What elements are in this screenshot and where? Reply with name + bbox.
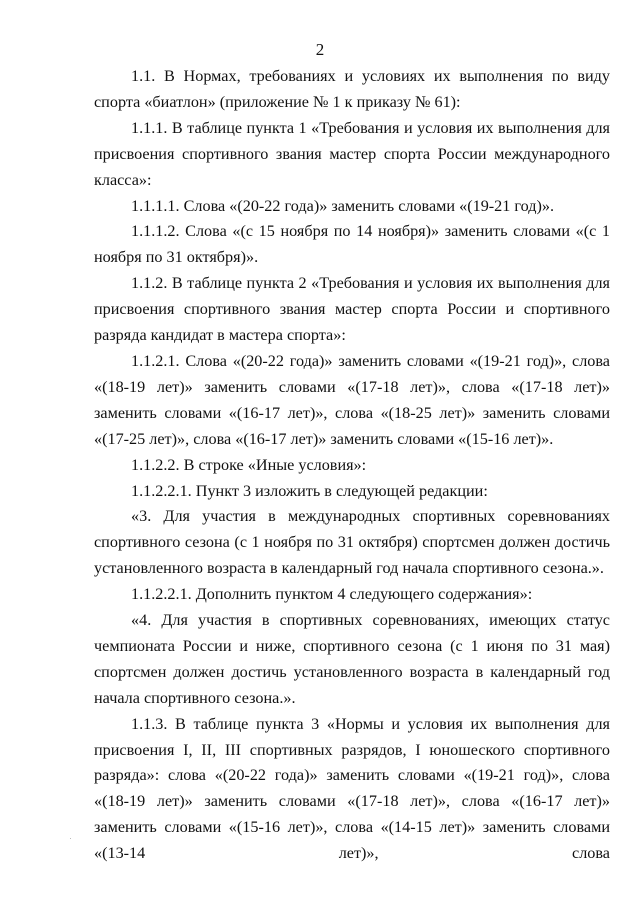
quote-point-4: «4. Для участия в спортивных соревнованиях, имеющих статус чемпионата России и ниже, спортивного сезона (с 1 июня по 31 мая) спортсмен должен достичь установленного возраста в календарный год начала спортивного сезона.». (94, 611, 610, 707)
paragraph-1-1-2-2: 1.1.2.2. В строке «Иные условия»: (131, 455, 367, 474)
paragraph-1-1-2-1: 1.1.2.1. Слова «(20-22 года)» заменить словами «(19-21 год)», слова «(18-19 лет)» заменить словами «(17-18 лет)», слова «(17-18 лет)» заменить словами «(16-17 лет)», слова «(18-25 лет)» заменить словами «(17-25 лет)», слова «(16-17 лет)» заменить словами «(15-16 лет)». (94, 351, 610, 448)
quote-point-3: «3. Для участия в международных спортивных соревнованиях спортивного сезона (с 1 ноября по 31 октября) спортсмен должен достичь установленного возраста в календарный год начала спортивного сезона.». (94, 507, 610, 578)
paragraph-1-1: 1.1. В Нормах, требованиях и условиях их выполнения по виду спорта «биатлон» (приложение № 1 к приказу № 61): (94, 67, 610, 111)
document-body (94, 64, 610, 867)
page-number: 2 (315, 40, 325, 59)
paragraph-1-1-2-2-1: 1.1.2.2.1. Пункт 3 изложить в следующей редакции: (131, 481, 488, 500)
scan-speck (70, 838, 71, 839)
paragraph-1-1-1-1: 1.1.1.1. Слова «(20-22 года)» заменить словами «(19-21 год)». (131, 196, 555, 215)
paragraph-1-1-2: 1.1.2. В таблице пункта 2 «Требования и условия их выполнения для присвоения спортивного звания мастер спорта России и спортивного разряда кандидат в мастера спорта»: (94, 274, 610, 345)
paragraph-1-1-1: 1.1.1. В таблице пункта 1 «Требования и условия их выполнения для присвоения спортивного звания мастер спорта России международного класса»: (94, 118, 610, 189)
paragraph-1-1-1-2: 1.1.1.2. Слова «(с 15 ноября по 14 ноября)» заменить словами «(с 1 ноября по 31 октября)». (94, 222, 610, 267)
paragraph-1-1-3: 1.1.3. В таблице пункта 3 «Нормы и условия их выполнения для присвоения I, II, III спортивных разрядов, I юношеского спортивного разряда»: слова «(20-22 года)» заменить словами «(19-21 год)», слова «(18-19 лет)» заменить словами «(17-18 лет)», слова «(16-17 лет)» заменить словами «(15-16 лет)», слова «(14-15 лет)» заменить словами «(13-14 лет)», слова (94, 714, 610, 863)
paragraph-1-1-2-2-1-add: 1.1.2.2.1. Дополнить пунктом 4 следующего содержания»: (131, 585, 533, 604)
